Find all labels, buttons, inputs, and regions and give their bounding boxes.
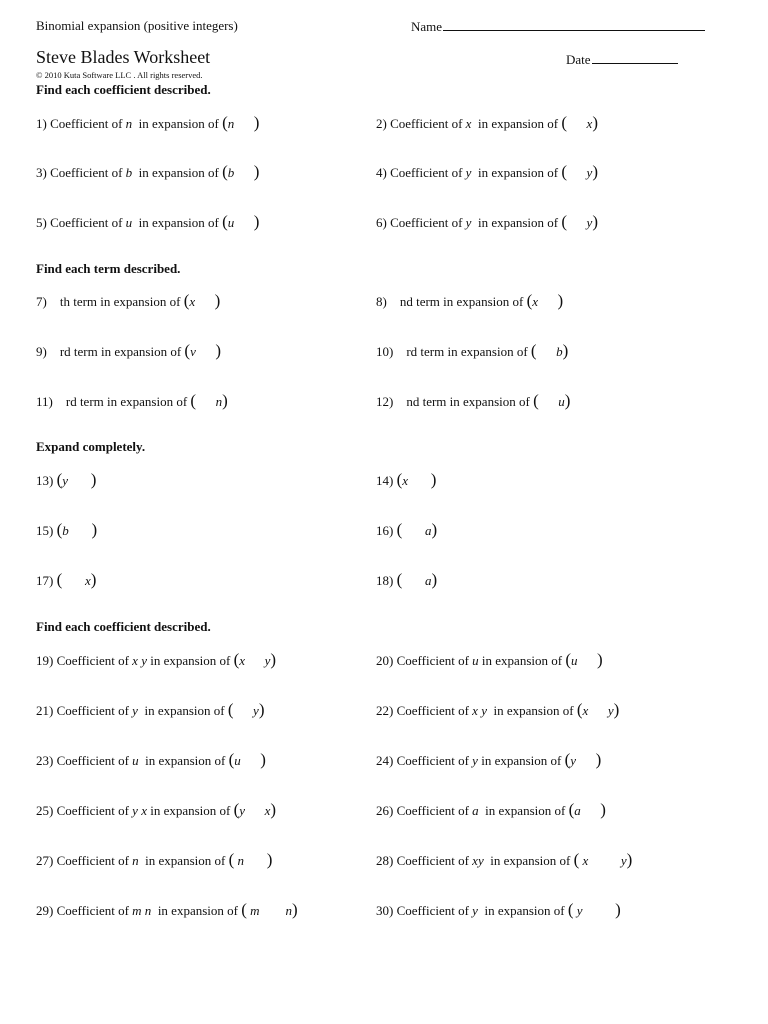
problem-number: 18) xyxy=(376,573,394,588)
problem-variable: u xyxy=(472,653,479,668)
problem-item xyxy=(36,341,221,361)
problem-text: nd term in expansion of xyxy=(393,394,534,409)
problem-item xyxy=(376,650,603,670)
problem-item xyxy=(376,162,598,182)
binomial-gap xyxy=(62,573,85,588)
problem-number: 11) xyxy=(36,394,53,409)
problem-number: 6) xyxy=(376,215,387,230)
binomial-term: x xyxy=(85,573,91,588)
binomial-term: y xyxy=(62,473,69,488)
open-paren: ( xyxy=(530,341,537,360)
binomial-gap xyxy=(241,753,261,768)
section-heading: Find each coefficient described. xyxy=(36,619,211,634)
problem-variable: xy xyxy=(472,853,484,868)
problem-variable: y xyxy=(472,753,478,768)
binomial-term: x xyxy=(532,294,539,309)
problem-item xyxy=(36,900,298,920)
problem-text: Coefficient of xyxy=(53,753,133,768)
binomial-term: n xyxy=(285,903,293,918)
problem-text: in expansion of xyxy=(478,653,566,668)
problem-number: 16) xyxy=(376,523,394,538)
problem-text: in expansion of xyxy=(138,853,229,868)
binomial-gap xyxy=(588,703,608,718)
close-paren: ) xyxy=(292,900,298,919)
binomial-term: y xyxy=(607,703,614,718)
open-paren: ( xyxy=(222,212,228,231)
close-paren: ) xyxy=(615,900,621,919)
problem-text: in expansion of xyxy=(477,903,568,918)
problem-number: 5) xyxy=(36,215,47,230)
close-paren: ) xyxy=(253,113,260,132)
open-paren: ( xyxy=(228,850,235,869)
close-paren: ) xyxy=(270,800,277,819)
problem-item xyxy=(36,850,272,870)
problem-text: rd term in expansion of xyxy=(393,344,531,359)
binomial-gap xyxy=(588,853,621,868)
problem-text: Coefficient of xyxy=(386,165,466,180)
problem-variable: a xyxy=(472,803,479,818)
open-paren: ( xyxy=(56,470,63,489)
binomial-term: y xyxy=(264,653,271,668)
problem-text: rd term in expansion of xyxy=(52,394,191,409)
close-paren: ) xyxy=(600,800,606,819)
problem-number: 10) xyxy=(376,344,394,359)
worksheet-topic: Binomial expansion (positive integers) xyxy=(36,18,238,33)
problem-variable: y xyxy=(132,703,138,718)
problem-item xyxy=(36,800,276,820)
problem-text: in expansion of xyxy=(483,853,574,868)
binomial-term: y xyxy=(239,803,246,818)
binomial-term: x xyxy=(586,116,593,131)
open-paren: ( xyxy=(190,391,197,410)
binomial-gap xyxy=(244,853,267,868)
problem-number: 23) xyxy=(36,753,54,768)
problem-text: in expansion of xyxy=(132,215,223,230)
close-paren: ) xyxy=(562,341,569,360)
close-paren: ) xyxy=(626,850,633,869)
open-paren: ( xyxy=(233,800,240,819)
problem-text: Coefficient of xyxy=(393,753,473,768)
binomial-term: x xyxy=(239,653,246,668)
problem-item xyxy=(36,700,264,720)
problem-variable: y x xyxy=(132,803,147,818)
binomial-gap xyxy=(234,116,254,131)
problem-number: 22) xyxy=(376,703,394,718)
date-field xyxy=(566,51,678,68)
date-blank-line xyxy=(592,51,678,64)
binomial-gap xyxy=(234,703,254,718)
worksheet-title: Steve Blades Worksheet xyxy=(36,47,211,67)
problem-number: 3) xyxy=(36,165,47,180)
open-paren: ( xyxy=(561,162,568,181)
open-paren: ( xyxy=(567,900,574,919)
problem-text: Coefficient of xyxy=(53,653,133,668)
problem-variable: n xyxy=(132,853,139,868)
problem-number: 29) xyxy=(36,903,54,918)
problem-number: 20) xyxy=(376,653,394,668)
problem-text: nd term in expansion of xyxy=(386,294,527,309)
problem-text: Coefficient of xyxy=(53,903,133,918)
name-field xyxy=(411,18,705,35)
close-paren: ) xyxy=(270,650,277,669)
binomial-gap xyxy=(583,903,616,918)
problem-variable: x y xyxy=(132,653,147,668)
problem-text: Coefficient of xyxy=(393,653,473,668)
problem-number: 8) xyxy=(376,294,387,309)
binomial-term: y xyxy=(573,903,583,918)
problem-text: in expansion of xyxy=(132,116,223,131)
problem-number: 30) xyxy=(376,903,394,918)
binomial-gap xyxy=(245,653,265,668)
problem-number: 21) xyxy=(36,703,54,718)
open-paren: ( xyxy=(396,570,403,589)
binomial-gap xyxy=(402,523,425,538)
close-paren: ) xyxy=(557,291,564,310)
problem-item xyxy=(36,470,96,490)
binomial-gap xyxy=(260,903,286,918)
binomial-gap xyxy=(234,215,254,230)
problem-number: 4) xyxy=(376,165,387,180)
problem-item xyxy=(36,291,220,311)
binomial-gap xyxy=(578,653,598,668)
close-paren: ) xyxy=(564,391,571,410)
problem-number: 1) xyxy=(36,116,47,131)
problem-item xyxy=(36,750,266,770)
problem-item xyxy=(376,900,621,920)
problem-variable: x y xyxy=(472,703,487,718)
binomial-gap xyxy=(567,165,587,180)
binomial-term: u xyxy=(234,753,241,768)
open-paren: ( xyxy=(56,520,63,539)
problem-text: th term in expansion of xyxy=(46,294,184,309)
problem-variable: y xyxy=(465,215,472,230)
open-paren: ( xyxy=(396,470,403,489)
problem-number: 27) xyxy=(36,853,54,868)
problem-item xyxy=(376,113,598,133)
problem-number: 28) xyxy=(376,853,394,868)
problem-item xyxy=(376,341,568,361)
open-paren: ( xyxy=(526,291,533,310)
binomial-term: u xyxy=(227,215,235,230)
binomial-term: n xyxy=(227,116,235,131)
close-paren: ) xyxy=(266,850,273,869)
close-paren: ) xyxy=(597,650,603,669)
problem-text: Coefficient of xyxy=(393,853,473,868)
problem-number: 19) xyxy=(36,653,54,668)
problem-item xyxy=(36,570,96,590)
problem-item xyxy=(36,113,259,133)
problem-text: Coefficient of xyxy=(53,853,133,868)
open-paren: ( xyxy=(183,291,190,310)
name-blank-line xyxy=(443,18,705,31)
open-paren: ( xyxy=(565,650,571,669)
close-paren: ) xyxy=(592,162,598,181)
problem-text: in expansion of xyxy=(478,803,569,818)
problem-number: 2) xyxy=(376,116,387,131)
open-paren: ( xyxy=(533,391,539,410)
problem-text: in expansion of xyxy=(151,903,242,918)
binomial-gap xyxy=(576,753,596,768)
problem-item xyxy=(376,291,563,311)
binomial-term: m xyxy=(246,903,260,918)
binomial-gap xyxy=(234,165,254,180)
name-label: Name xyxy=(411,19,443,34)
problem-number: 26) xyxy=(376,803,394,818)
problem-item xyxy=(36,391,228,411)
problem-variable: u xyxy=(132,753,139,768)
binomial-gap xyxy=(539,394,559,409)
close-paren: ) xyxy=(222,391,228,410)
problem-number: 14) xyxy=(376,473,394,488)
open-paren: ( xyxy=(561,212,568,231)
problem-item xyxy=(376,212,598,232)
binomial-term: x xyxy=(402,473,409,488)
binomial-gap xyxy=(567,116,587,131)
problem-text: in expansion of xyxy=(471,215,562,230)
open-paren: ( xyxy=(56,570,63,589)
close-paren: ) xyxy=(258,700,265,719)
open-paren: ( xyxy=(222,113,228,132)
problem-number: 24) xyxy=(376,753,394,768)
problem-text: in expansion of xyxy=(477,753,565,768)
binomial-term: b xyxy=(556,344,563,359)
problem-item xyxy=(36,650,276,670)
close-paren: ) xyxy=(253,212,260,231)
problem-variable: u xyxy=(125,215,133,230)
problem-item xyxy=(376,570,437,590)
binomial-term: x xyxy=(264,803,271,818)
problem-text: Coefficient of xyxy=(46,116,126,131)
problem-item xyxy=(376,700,619,720)
binomial-term: b xyxy=(62,523,69,538)
problem-text: rd term in expansion of xyxy=(46,344,185,359)
binomial-gap xyxy=(196,344,216,359)
binomial-gap xyxy=(69,523,92,538)
open-paren: ( xyxy=(396,520,403,539)
problem-text: Coefficient of xyxy=(46,215,126,230)
close-paren: ) xyxy=(431,570,438,589)
binomial-term: a xyxy=(425,573,432,588)
problem-text: in expansion of xyxy=(132,165,223,180)
binomial-term: y xyxy=(586,165,593,180)
problem-text: Coefficient of xyxy=(53,703,133,718)
binomial-gap xyxy=(195,294,215,309)
binomial-gap xyxy=(538,294,558,309)
problem-text: Coefficient of xyxy=(386,215,466,230)
problem-number: 25) xyxy=(36,803,54,818)
open-paren: ( xyxy=(184,341,191,360)
binomial-gap xyxy=(196,394,216,409)
problem-text: in expansion of xyxy=(471,116,562,131)
section-heading: Find each term described. xyxy=(36,261,181,276)
close-paren: ) xyxy=(431,520,438,539)
problem-text: Coefficient of xyxy=(393,803,473,818)
section-heading: Find each coefficient described. xyxy=(36,82,211,97)
problem-text: Coefficient of xyxy=(393,703,473,718)
binomial-term: x xyxy=(582,703,589,718)
problem-text: Coefficient of xyxy=(393,903,473,918)
problem-item xyxy=(376,850,632,870)
problem-number: 15) xyxy=(36,523,54,538)
open-paren: ( xyxy=(228,750,235,769)
binomial-term: u xyxy=(571,653,578,668)
problem-item xyxy=(376,391,570,411)
date-label: Date xyxy=(566,52,591,67)
binomial-term: n xyxy=(215,394,223,409)
open-paren: ( xyxy=(576,700,583,719)
close-paren: ) xyxy=(592,113,598,132)
problem-item xyxy=(36,162,259,182)
close-paren: ) xyxy=(260,750,266,769)
binomial-term: y xyxy=(620,853,627,868)
close-paren: ) xyxy=(613,700,620,719)
problem-text: in expansion of xyxy=(137,703,228,718)
problem-number: 13) xyxy=(36,473,54,488)
binomial-gap xyxy=(537,344,557,359)
problem-variable: y xyxy=(465,165,472,180)
open-paren: ( xyxy=(233,650,240,669)
binomial-term: a xyxy=(574,803,581,818)
problem-variable: m n xyxy=(132,903,152,918)
binomial-term: y xyxy=(586,215,593,230)
problem-number: 7) xyxy=(36,294,47,309)
close-paren: ) xyxy=(214,291,221,310)
binomial-gap xyxy=(567,215,587,230)
problem-item xyxy=(376,520,437,540)
problem-number: 9) xyxy=(36,344,47,359)
binomial-gap xyxy=(245,803,265,818)
close-paren: ) xyxy=(215,341,222,360)
problem-variable: x xyxy=(465,116,472,131)
close-paren: ) xyxy=(592,212,598,231)
open-paren: ( xyxy=(222,162,228,181)
binomial-term: v xyxy=(190,344,196,359)
binomial-term: x xyxy=(579,853,589,868)
open-paren: ( xyxy=(241,900,247,919)
problem-variable: b xyxy=(125,165,133,180)
problem-item xyxy=(36,212,259,232)
binomial-term: y xyxy=(253,703,259,718)
problem-text: Coefficient of xyxy=(46,165,126,180)
close-paren: ) xyxy=(90,470,97,489)
close-paren: ) xyxy=(595,750,602,769)
binomial-gap xyxy=(402,573,425,588)
binomial-term: b xyxy=(227,165,235,180)
problem-text: in expansion of xyxy=(146,653,234,668)
problem-text: in expansion of xyxy=(138,753,229,768)
open-paren: ( xyxy=(564,750,571,769)
problem-item xyxy=(36,520,97,540)
open-paren: ( xyxy=(561,113,568,132)
problem-variable: y xyxy=(472,903,478,918)
problem-number: 12) xyxy=(376,394,394,409)
copyright-notice: © 2010 Kuta Software LLC . All rights reserved. xyxy=(36,70,203,80)
problem-item xyxy=(376,800,606,820)
close-paren: ) xyxy=(430,470,437,489)
close-paren: ) xyxy=(90,570,97,589)
binomial-gap xyxy=(68,473,91,488)
close-paren: ) xyxy=(253,162,260,181)
close-paren: ) xyxy=(91,520,98,539)
problem-variable: n xyxy=(125,116,133,131)
binomial-term: a xyxy=(425,523,432,538)
binomial-gap xyxy=(581,803,601,818)
open-paren: ( xyxy=(568,800,575,819)
problem-text: in expansion of xyxy=(486,703,577,718)
problem-text: Coefficient of xyxy=(53,803,133,818)
problem-number: 17) xyxy=(36,573,54,588)
binomial-term: n xyxy=(234,853,244,868)
open-paren: ( xyxy=(573,850,580,869)
binomial-term: u xyxy=(558,394,565,409)
problem-item xyxy=(376,750,601,770)
problem-text: Coefficient of xyxy=(386,116,466,131)
open-paren: ( xyxy=(227,700,234,719)
problem-item xyxy=(376,470,436,490)
section-heading: Expand completely. xyxy=(36,439,146,454)
binomial-gap xyxy=(408,473,431,488)
binomial-term: x xyxy=(189,294,196,309)
problem-text: in expansion of xyxy=(471,165,562,180)
binomial-term: y xyxy=(570,753,577,768)
problem-text: in expansion of xyxy=(146,803,234,818)
